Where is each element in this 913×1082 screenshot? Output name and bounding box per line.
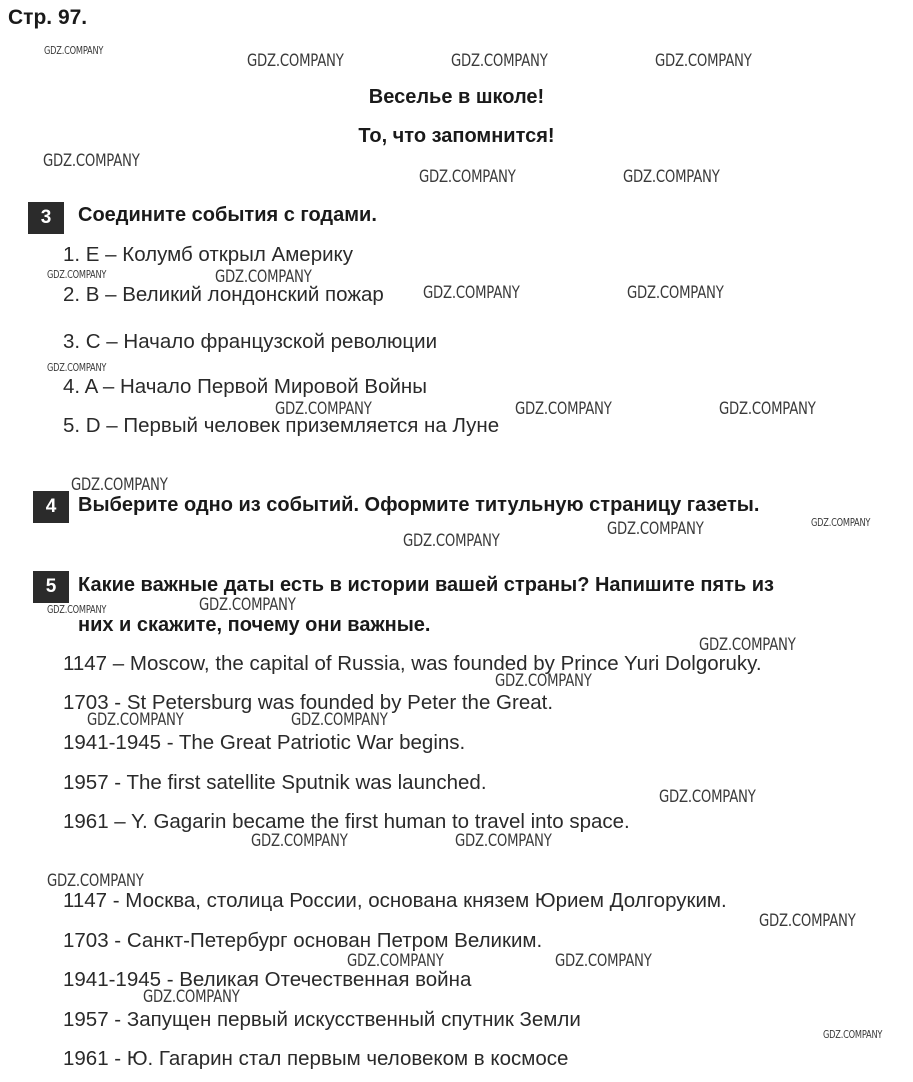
english-date-line: 1147 – Moscow, the capital of Russia, was founded by Prince Yuri Dolgoruky.: [63, 652, 762, 675]
task-5-badge: 5: [33, 571, 69, 603]
watermark: GDZ.COMPANY: [291, 710, 388, 730]
watermark: GDZ.COMPANY: [47, 603, 107, 616]
watermark: GDZ.COMPANY: [87, 710, 184, 730]
watermark: GDZ.COMPANY: [623, 167, 720, 187]
task-3-badge: 3: [28, 202, 64, 234]
watermark: GDZ.COMPANY: [44, 44, 104, 57]
watermark: GDZ.COMPANY: [759, 911, 856, 931]
watermark: GDZ.COMPANY: [823, 1028, 883, 1041]
watermark: GDZ.COMPANY: [47, 361, 107, 374]
task-3-item: 1. E – Колумб открыл Америку: [63, 243, 354, 266]
watermark: GDZ.COMPANY: [47, 871, 144, 891]
watermark: GDZ.COMPANY: [419, 167, 516, 187]
task-3-item: 4. A – Начало Первой Мировой Войны: [63, 375, 427, 398]
watermark: GDZ.COMPANY: [43, 151, 140, 171]
watermark: GDZ.COMPANY: [143, 987, 240, 1007]
english-date-line: 1961 – Y. Gagarin became the first human to travel into space.: [63, 810, 630, 833]
watermark: GDZ.COMPANY: [555, 951, 652, 971]
watermark: GDZ.COMPANY: [495, 671, 592, 691]
russian-date-line: 1957 - Запущен первый искусственный спутник Земли: [63, 1008, 581, 1031]
watermark: GDZ.COMPANY: [251, 831, 348, 851]
watermark: GDZ.COMPANY: [655, 51, 752, 71]
watermark: GDZ.COMPANY: [659, 787, 756, 807]
task-3-item: 3. C – Начало французской революции: [63, 330, 438, 353]
watermark: GDZ.COMPANY: [451, 51, 548, 71]
watermark: GDZ.COMPANY: [455, 831, 552, 851]
watermark: GDZ.COMPANY: [515, 399, 612, 419]
task-3-item: 2. B – Великий лондонский пожар: [63, 283, 384, 306]
russian-date-line: 1961 - Ю. Гагарин стал первым человеком в космосе: [63, 1047, 569, 1070]
title-line-1: Веселье в школе!: [368, 86, 545, 108]
task-4-title: Выберите одно из событий. Оформите титульную страницу газеты.: [78, 494, 760, 516]
watermark: GDZ.COMPANY: [423, 283, 520, 303]
english-date-line: 1703 - St Petersburg was founded by Peter the Great.: [63, 691, 554, 714]
task-4-badge: 4: [33, 491, 69, 523]
watermark: GDZ.COMPANY: [627, 283, 724, 303]
task-5-title-line-2: них и скажите, почему они важные.: [78, 614, 431, 636]
watermark: GDZ.COMPANY: [275, 399, 372, 419]
russian-date-line: 1703 - Санкт-Петербург основан Петром Великим.: [63, 929, 543, 952]
english-date-line: 1941-1945 - The Great Patriotic War begins.: [63, 731, 466, 754]
page-number: Стр. 97.: [8, 6, 88, 29]
title-line-2: То, что запомнится!: [358, 125, 555, 147]
watermark: GDZ.COMPANY: [47, 268, 107, 281]
russian-date-line: 1147 - Москва, столица России, основана князем Юрием Долгоруким.: [63, 889, 727, 912]
watermark: GDZ.COMPANY: [719, 399, 816, 419]
task-5-title-line-1: Какие важные даты есть в истории вашей страны? Напишите пять из: [78, 574, 774, 596]
watermark: GDZ.COMPANY: [71, 475, 168, 495]
watermark: GDZ.COMPANY: [247, 51, 344, 71]
watermark: GDZ.COMPANY: [699, 635, 796, 655]
watermark: GDZ.COMPANY: [403, 531, 500, 551]
task-3-title: Соедините события с годами.: [78, 204, 377, 226]
russian-date-line: 1941-1945 - Великая Отечественная война: [63, 968, 472, 991]
watermark: GDZ.COMPANY: [607, 519, 704, 539]
task-3-item: 5. D – Первый человек приземляется на Луне: [63, 414, 500, 437]
watermark: GDZ.COMPANY: [347, 951, 444, 971]
watermark: GDZ.COMPANY: [215, 267, 312, 287]
watermark: GDZ.COMPANY: [199, 595, 296, 615]
watermark: GDZ.COMPANY: [811, 516, 871, 529]
english-date-line: 1957 - The first satellite Sputnik was launched.: [63, 771, 487, 794]
